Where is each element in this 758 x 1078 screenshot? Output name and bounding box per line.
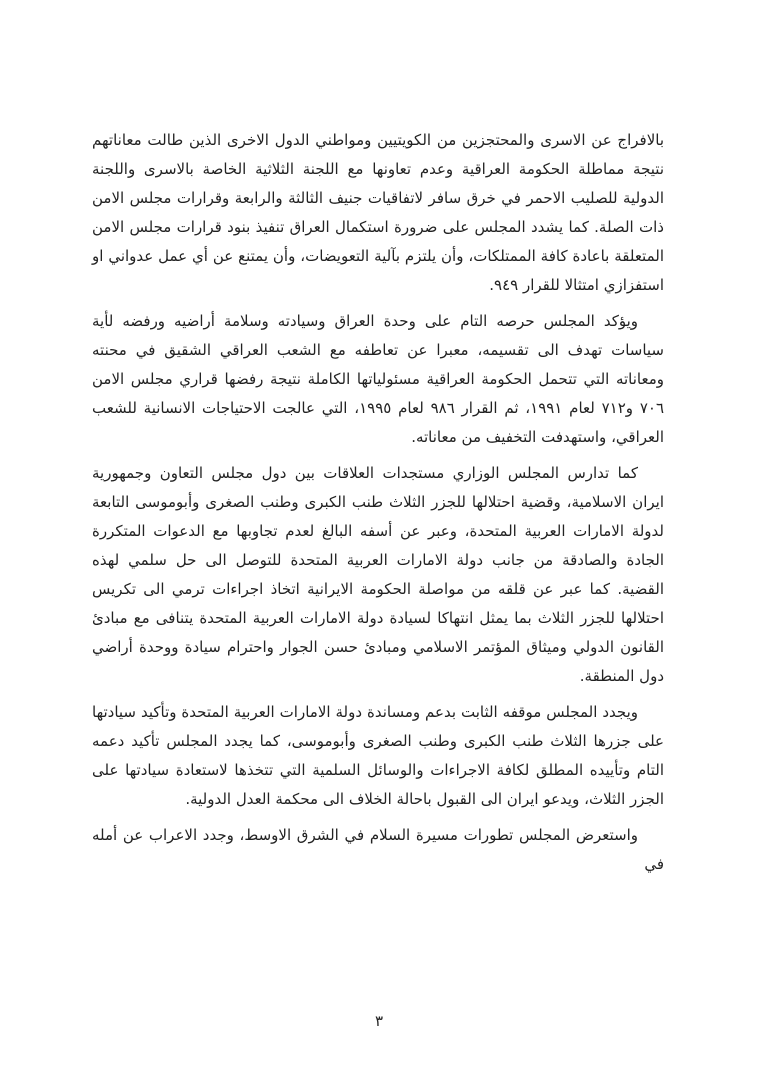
- paragraph-2: ويؤكد المجلس حرصه التام على وحدة العراق وسيادته وسلامة أراضيه ورفضه لأية سياسات تهدف الى تقسيمه، معبرا عن تعاطفه مع الشعب العراقي الشقيق في محنته ومعاناته التي تتحمل الحكومة العراقية مسئولياتها الكاملة نتيجة رفضها قراري مجلس الامن ٧٠٦ و٧١٢ لعام ١٩٩١، ثم القرار ٩٨٦ لعام ١٩٩٥، التي عالجت الاحتياجات الانسانية للشعب العراقي، واستهدفت التخفيف من معاناته.: [92, 312, 664, 446]
- text-block: [92, 126, 664, 886]
- page-number: ٣: [374, 1012, 384, 1030]
- paragraph-1: بالافراج عن الاسرى والمحتجزين من الكويتيين ومواطني الدول الاخرى الذين طالت معاناتهم نتيجة مماطلة الحكومة العراقية وعدم تعاونها مع اللجنة الثلاثية الخاصة بالاسرى واللجنة الدولية للصليب الاحمر في خرق سافر لاتفاقيات جنيف الثالثة والرابعة وقرارات مجلس الامن ذات الصلة. كما يشدد المجلس على ضرورة استكمال العراق تنفيذ بنود قرارات مجلس الامن المتعلقة باعادة كافة الممتلكات، وأن يلتزم بآلية التعويضات، وأن يمتنع عن أي عمل عدواني او استفزازي امتثالا للقرار ٩٤٩.: [92, 131, 664, 294]
- paragraph-3: كما تدارس المجلس الوزاري مستجدات العلاقات بين دول مجلس التعاون وجمهورية ايران الاسلامية، وقضية احتلالها للجزر الثلاث طنب الكبرى وطنب الصغرى وأبوموسى التابعة لدولة الامارات العربية المتحدة، وعبر عن أسفه البالغ لعدم تجاوبها مع الدعوات المتكررة الجادة والصادقة من جانب دولة الامارات العربية المتحدة للتوصل الى حل سلمي لهذه القضية. كما عبر عن قلقه من مواصلة الحكومة الايرانية اتخاذ اجراءات ترمي الى تكريس احتلالها للجزر الثلاث بما يمثل انتهاكا لسيادة دولة الامارات العربية المتحدة يتنافى مع مبادئ القانون الدولي وميثاق المؤتمر الاسلامي ومبادئ حسن الجوار واحترام سيادة ووحدة أراضي دول المنطقة.: [92, 464, 664, 685]
- paragraph-4: ويجدد المجلس موقفه الثابت بدعم ومساندة دولة الامارات العربية المتحدة وتأكيد سيادتها على جزرها الثلاث طنب الكبرى وطنب الصغرى وأبوموسى، كما يجدد المجلس تأكيد دعمه التام وتأييده المطلق لكافة الاجراءات والوسائل السلمية التي تتخذها لاستعادة سيادتها على الجزر الثلاث، ويدعو ايران الى القبول باحالة الخلاف الى محكمة العدل الدولية.: [92, 703, 664, 808]
- paragraph-5: واستعرض المجلس تطورات مسيرة السلام في الشرق الاوسط، وجدد الاعراب عن أمله في: [92, 826, 664, 873]
